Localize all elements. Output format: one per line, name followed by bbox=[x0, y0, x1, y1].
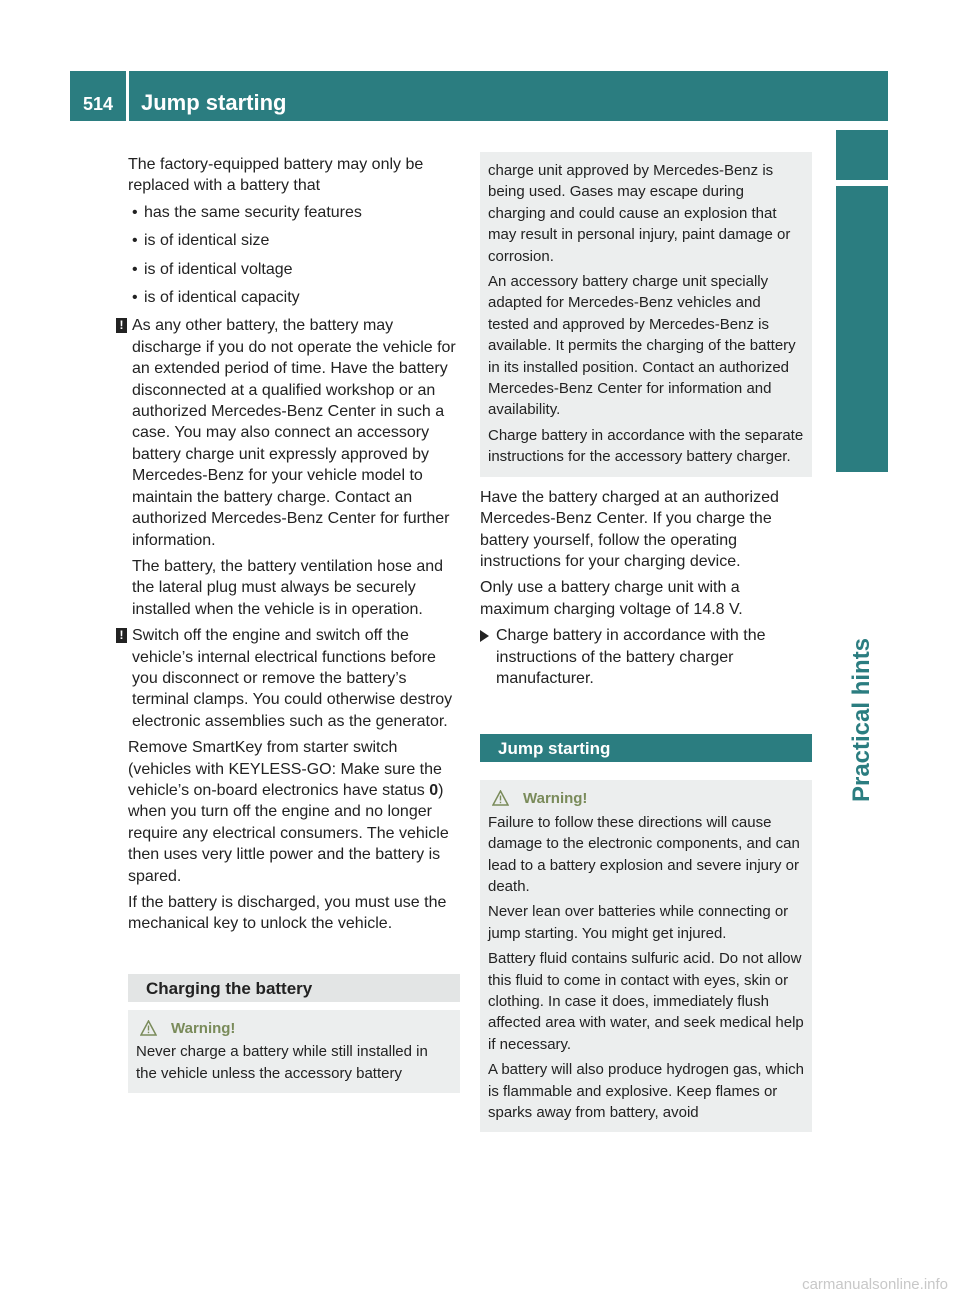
smartkey-text: ) when you turn off the engine and no longer require any electrical consumers. The vehicle then uses very little power and the battery is spared. bbox=[128, 781, 449, 885]
warning-text: Never charge a battery while still installed in the vehicle unless the accessory battery bbox=[136, 1043, 428, 1082]
paragraph: Have the battery charged at an authorized Mercedes-Benz Center. If you charge the battery yourself, follow the operating instructions for your charging device. bbox=[480, 488, 779, 570]
warning-box bbox=[128, 1010, 460, 1093]
status-value: 0 bbox=[429, 781, 439, 799]
side-tab-marker bbox=[836, 130, 888, 180]
note-text: As any other battery, the battery may discharge if you do not operate the vehicle for an extended period of time. Have the battery disconnected at a qualified workshop or an authorized Mercedes-Benz Center in such a case. You may also connect an accessory battery charge unit expressly approved by Mercedes-Benz for your vehicle model to maintain the battery charge. Contact an authorized Mercedes-Benz Center for further information. bbox=[132, 317, 456, 549]
page-title: Jump starting bbox=[141, 90, 287, 115]
note-block bbox=[116, 625, 460, 732]
warning-title bbox=[488, 788, 804, 809]
list-item: • is of identical capacity bbox=[128, 287, 460, 308]
note-text: Switch off the engine and switch off the vehicle’s internal electrical functions before you disconnect or remove the battery’s terminal clamps. You could otherwise destroy electronic assemblies such as the generator. bbox=[132, 627, 453, 730]
warning-triangle-icon bbox=[140, 1020, 157, 1036]
intro-text: The factory-equipped battery may only be replaced with a battery that bbox=[128, 156, 424, 195]
arrow-right-icon bbox=[480, 630, 489, 642]
header-divider bbox=[126, 71, 129, 121]
warning-text: Charge battery in accordance with the separate instructions for the accessory battery charger. bbox=[488, 426, 804, 466]
warning-title bbox=[136, 1018, 452, 1039]
section-heading-jump-starting: Jump starting bbox=[480, 734, 812, 762]
warning-text: Never lean over batteries while connecting or jump starting. You might get injured. bbox=[488, 903, 789, 942]
warning-text: charge unit approved by Mercedes-Benz is being used. Gases may escape during charging and could cause an explosion that may result in personal injury, paint damage or corrosion. bbox=[488, 162, 791, 265]
list-item: • is of identical voltage bbox=[128, 259, 460, 280]
warning-box bbox=[480, 780, 812, 1132]
right-column bbox=[480, 152, 812, 1132]
warning-title-text: Warning! bbox=[523, 790, 588, 808]
warning-text: Failure to follow these directions will cause damage to the electronic components, and can lead to a battery explosion and severe injury or death. bbox=[488, 813, 800, 895]
exclamation-icon: ! bbox=[116, 628, 127, 643]
page-number: 514 bbox=[82, 94, 114, 114]
warning-text: Battery fluid contains sulfuric acid. Do not allow this fluid to come in contact with eyes, skin or clothing. In case it does, immediately flush affected area with water, and seek medical help if necessary. bbox=[488, 950, 804, 1053]
section-heading-charging: Charging the battery bbox=[128, 974, 460, 1002]
warning-text: An accessory battery charge unit specially adapted for Mercedes-Benz vehicles and tested and approved by Mercedes-Benz is available. It permits the charging of the battery in its installed position. Contact an authorized Mercedes-Benz Center for information and availability. bbox=[488, 273, 796, 419]
list-item: • is of identical size bbox=[128, 230, 460, 251]
side-tab-label: Practical hints bbox=[848, 637, 875, 803]
exclamation-icon: ! bbox=[116, 318, 127, 333]
warning-box-continued bbox=[480, 152, 812, 477]
note-text: The battery, the battery ventilation hose and the lateral plug must always be securely installed when the vehicle is in operation. bbox=[132, 557, 444, 618]
smartkey-text: Remove SmartKey from starter switch (vehicles with KEYLESS-GO: Make sure the vehicle’s on-board electronics have status bbox=[128, 739, 442, 799]
left-column bbox=[119, 154, 460, 1093]
list-item: • has the same security features bbox=[128, 202, 460, 223]
warning-title-text: Warning! bbox=[171, 1019, 236, 1037]
warning-triangle-icon bbox=[492, 790, 509, 806]
paragraph: Only use a battery charge unit with a maximum charging voltage of 14.8 V. bbox=[480, 579, 743, 618]
note-block bbox=[116, 315, 460, 620]
instruction-step bbox=[480, 625, 812, 689]
smartkey-paragraph bbox=[128, 737, 460, 887]
side-tab-block bbox=[836, 186, 888, 472]
step-text: Charge battery in accordance with the instructions of the battery charger manufacturer. bbox=[496, 627, 766, 687]
footer-watermark: carmanualsonline.info bbox=[802, 1276, 948, 1293]
mechanical-key-paragraph: If the battery is discharged, you must use the mechanical key to unlock the vehicle. bbox=[128, 894, 447, 933]
warning-text: A battery will also produce hydrogen gas, which is flammable and explosive. Keep flames or sparks away from battery, avoid bbox=[488, 1061, 805, 1122]
